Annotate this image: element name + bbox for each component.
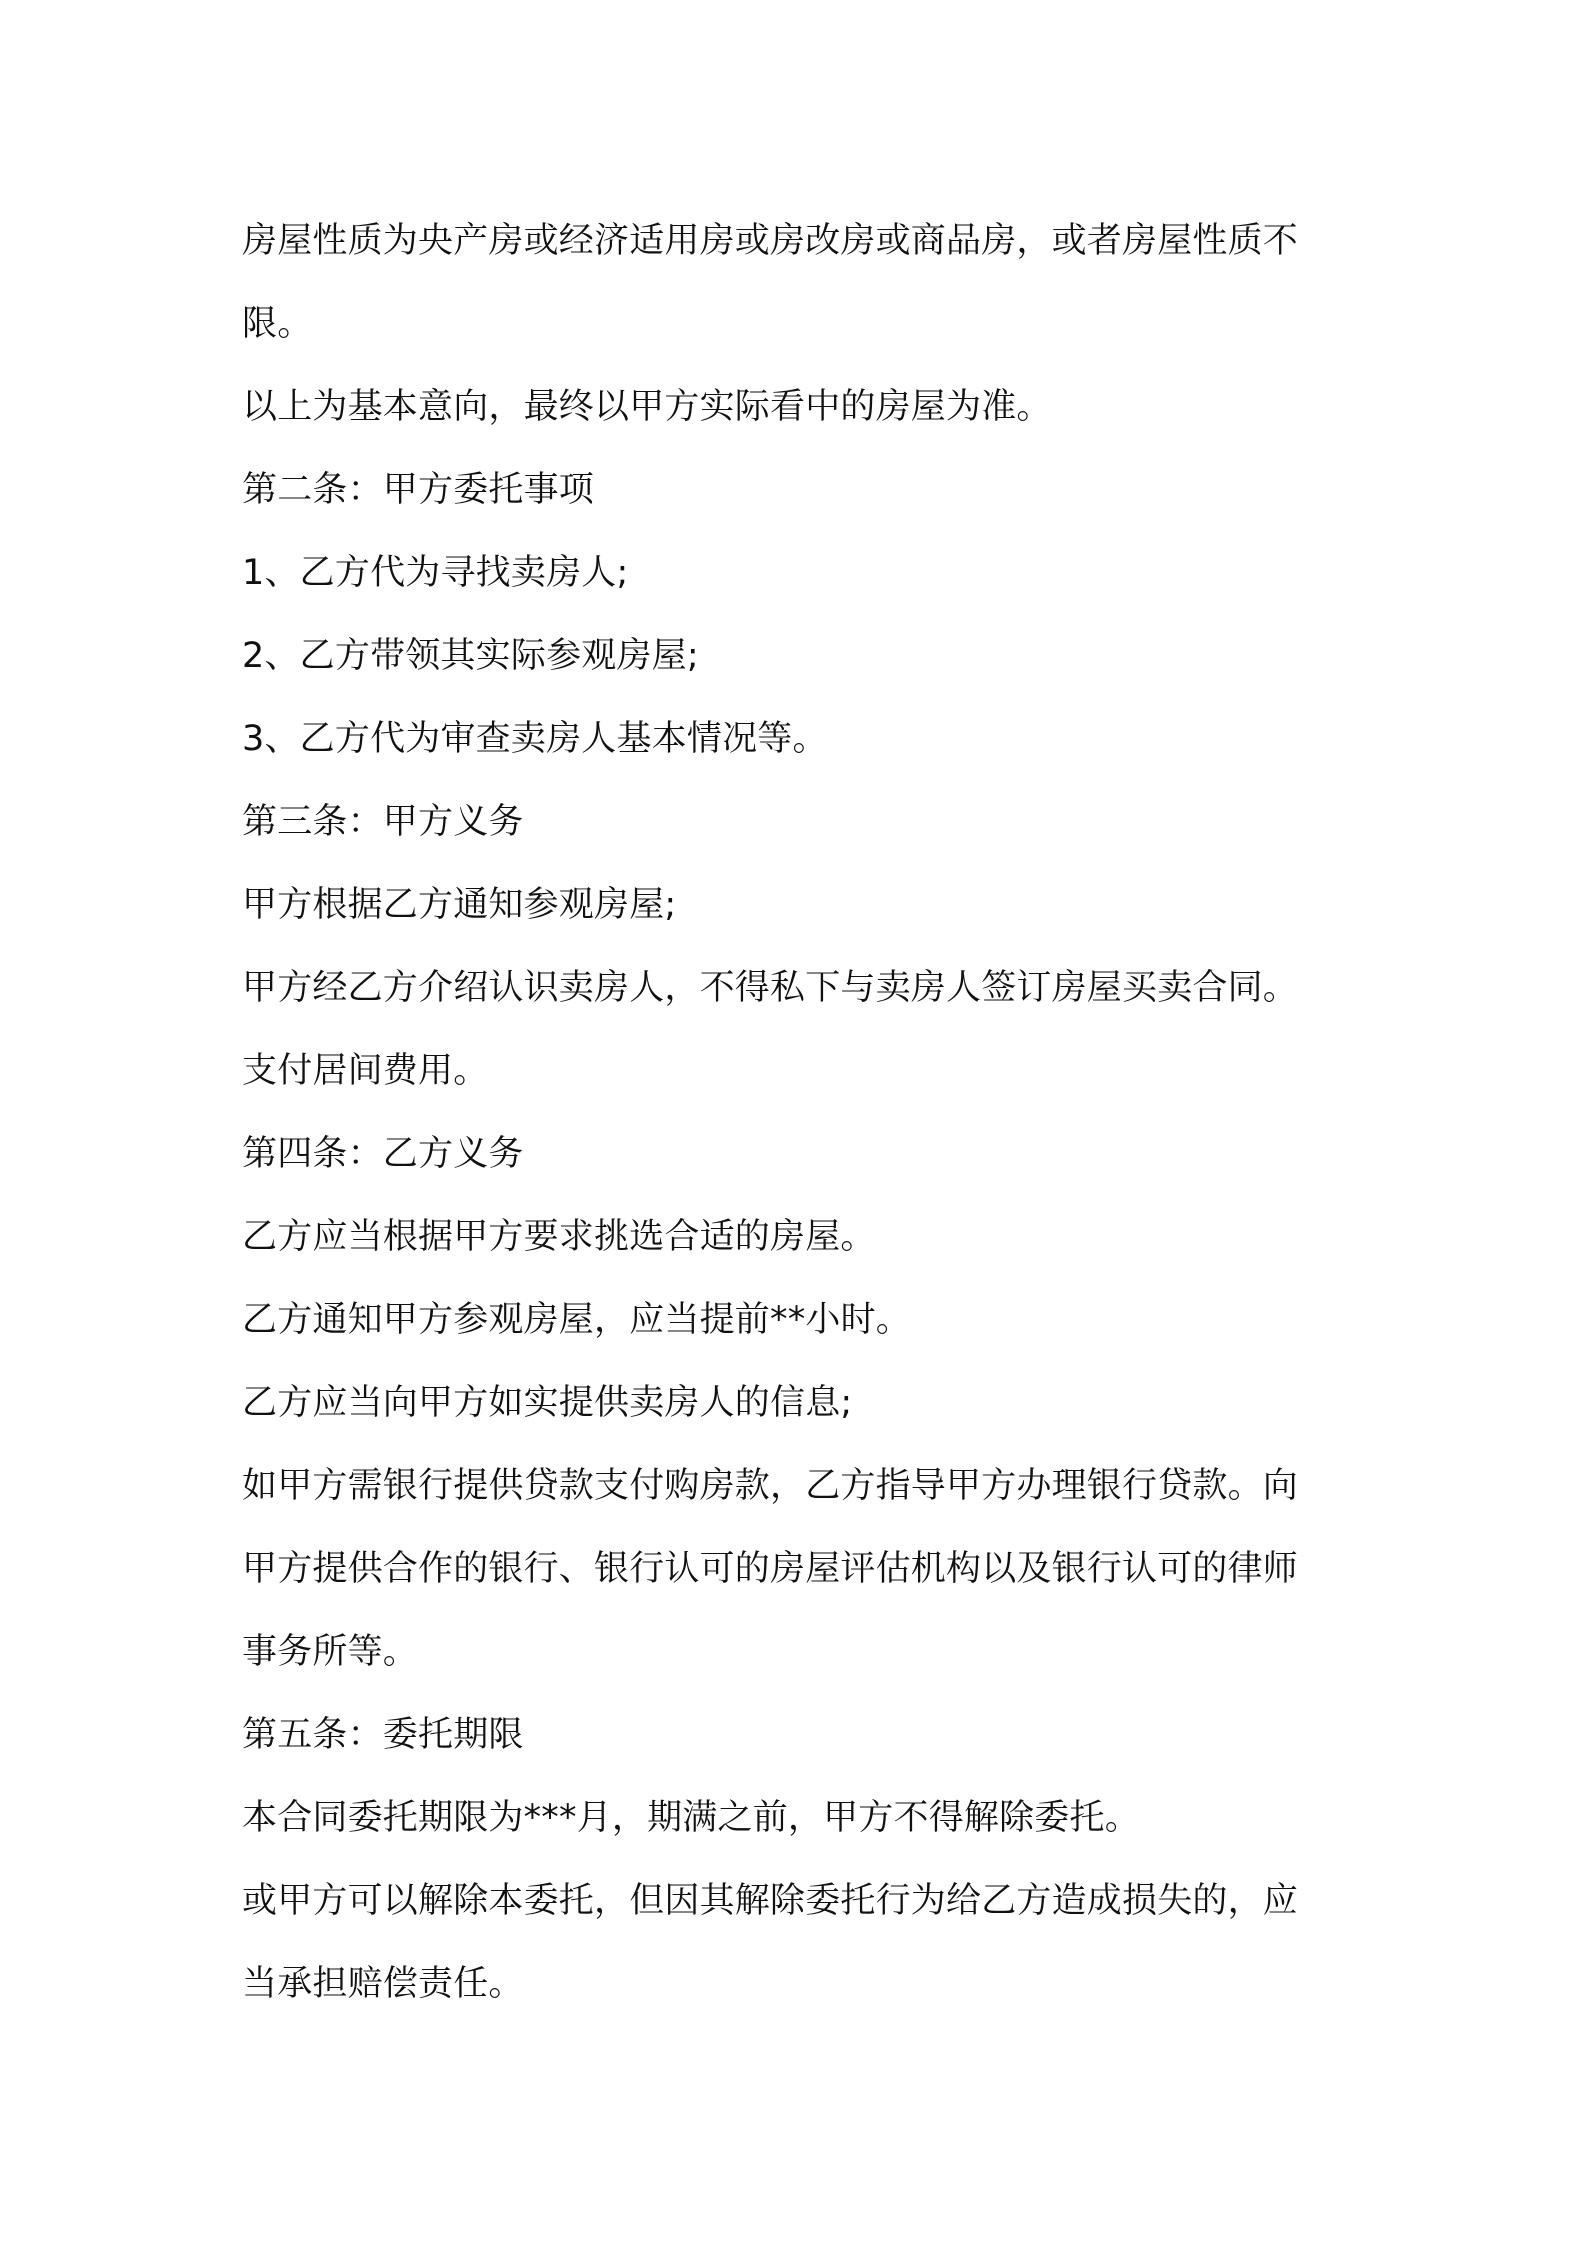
list-item: 3、乙方代为审查卖房人基本情况等。 [242, 719, 828, 759]
list-item: 2、乙方带领其实际参观房屋; [242, 636, 699, 676]
list-item: 1、乙方代为寻找卖房人; [242, 553, 629, 593]
paragraph-line: 事务所等。 [242, 1632, 419, 1672]
paragraph-line: 当承担赔偿责任。 [242, 1964, 524, 2004]
paragraph-line: 限。 [242, 304, 313, 344]
paragraph-line: 以上为基本意向，最终以甲方实际看中的房屋为准。 [242, 387, 1052, 427]
section-heading: 第三条：甲方义务 [242, 802, 524, 842]
paragraph-line: 甲方根据乙方通知参观房屋; [242, 885, 677, 925]
paragraph-line: 甲方经乙方介绍认识卖房人，不得私下与卖房人签订房屋买卖合同。 [242, 968, 1299, 1008]
paragraph-line: 或甲方可以解除本委托，但因其解除委托行为给乙方造成损失的，应 [242, 1881, 1299, 1921]
paragraph-line: 房屋性质为央产房或经济适用房或房改房或商品房，或者房屋性质不 [242, 221, 1299, 261]
paragraph-line: 乙方应当根据甲方要求挑选合适的房屋。 [242, 1217, 876, 1257]
document-body [242, 200, 1372, 2026]
paragraph-line: 乙方通知甲方参观房屋，应当提前**小时。 [242, 1300, 912, 1340]
section-heading: 第二条：甲方委托事项 [242, 470, 595, 510]
paragraph-line: 甲方提供合作的银行、银行认可的房屋评估机构以及银行认可的律师 [242, 1549, 1299, 1589]
paragraph-line: 本合同委托期限为***月，期满之前，甲方不得解除委托。 [242, 1798, 1140, 1838]
paragraph-line: 支付居间费用。 [242, 1051, 489, 1091]
paragraph-line: 乙方应当向甲方如实提供卖房人的信息; [242, 1383, 853, 1423]
paragraph-line: 如甲方需银行提供贷款支付购房款，乙方指导甲方办理银行贷款。向 [242, 1466, 1299, 1506]
section-heading: 第四条：乙方义务 [242, 1134, 524, 1174]
section-heading: 第五条：委托期限 [242, 1715, 524, 1755]
